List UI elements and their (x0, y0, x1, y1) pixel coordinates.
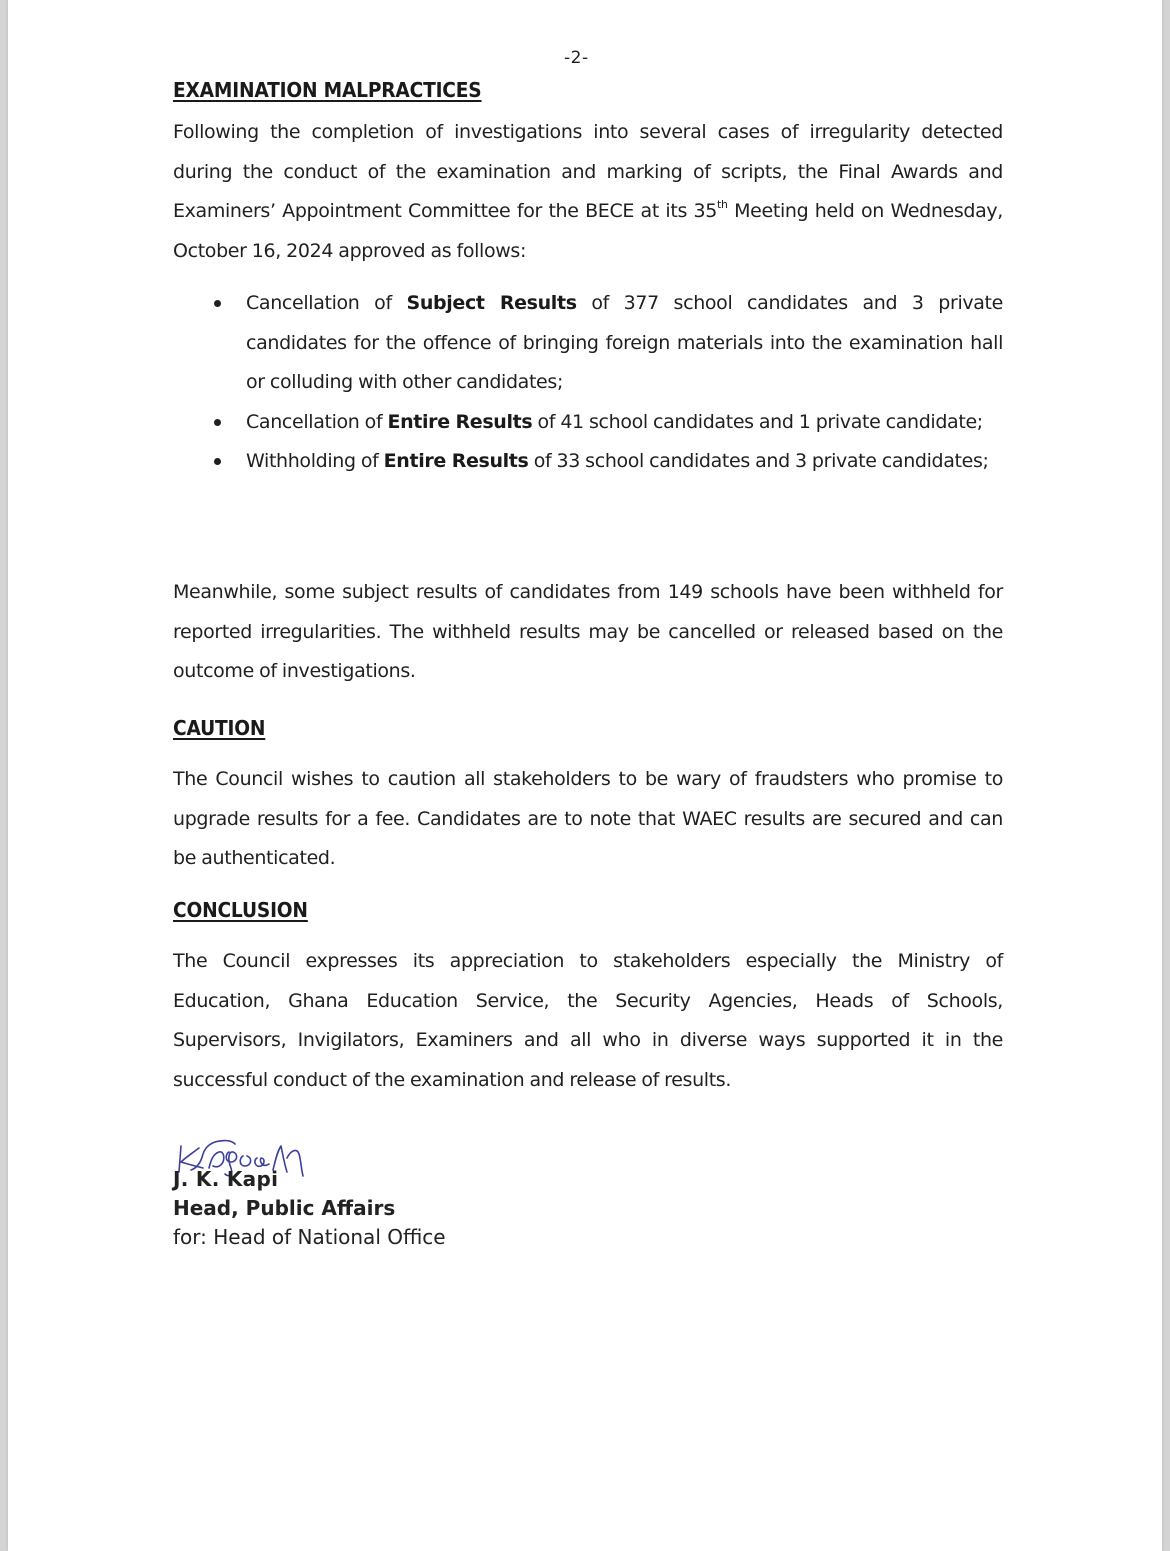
bullet-icon (214, 458, 221, 465)
list-item-subject-results-cancellation: Cancellation of Subject Results of 377 school candidates and 3 private candidates for the offence of bringing foreign materials into the examination hall or colluding with other candidates; (173, 284, 1003, 403)
bullet-icon (214, 300, 221, 307)
page-number: -2- (564, 48, 589, 68)
heading-conclusion: CONCLUSION (173, 898, 308, 922)
signatory-on-behalf-of: for: Head of National Office (173, 1225, 446, 1249)
conclusion-paragraph: The Council expresses its appreciation to stakeholders especially the Ministry of Education, Ghana Education Service, the Security Agencies, Heads of Schools, Supervisors, Invigilators, Examiners and all who in diverse ways supported it in the successful conduct of the examination and release of results. (173, 950, 1003, 1091)
signatory-title: Head, Public Affairs (173, 1196, 396, 1220)
list-item-entire-results-cancellation: Cancellation of Entire Results of 41 school candidates and 1 private candidate; (173, 403, 1003, 443)
malpractices-intro-paragraph: Following the completion of investigations into several cases of irregularity detected during the conduct of the examination and marking of scripts, the Final Awards and Examiners’ Appointment Committee for the BECE at its 35th Meeting held on Wednesday, October 16, 2024 approved as follows: (173, 121, 1003, 262)
document-page (8, 0, 1162, 1551)
ordinal-superscript: th (717, 198, 728, 211)
caution-paragraph: The Council wishes to caution all stakeholders to be wary of fraudsters who promise to upgrade results for a fee. Candidates are to note that WAEC results are secured and can be authenticated. (173, 768, 1003, 869)
signatory-name: J. K. Kapi (173, 1167, 279, 1191)
malpractices-closing-paragraph: Meanwhile, some subject results of candidates from 149 schools have been withheld for reported irregularities. The withheld results may be cancelled or released based on the outcome of investigations. (173, 581, 1003, 682)
heading-examination-malpractices: EXAMINATION MALPRACTICES (173, 78, 482, 102)
list-item-entire-results-withholding: Withholding of Entire Results of 33 school candidates and 3 private candidates; (173, 442, 1003, 482)
bullet-icon (214, 419, 221, 426)
malpractice-decisions-list (173, 284, 1003, 482)
heading-caution: CAUTION (173, 716, 266, 740)
